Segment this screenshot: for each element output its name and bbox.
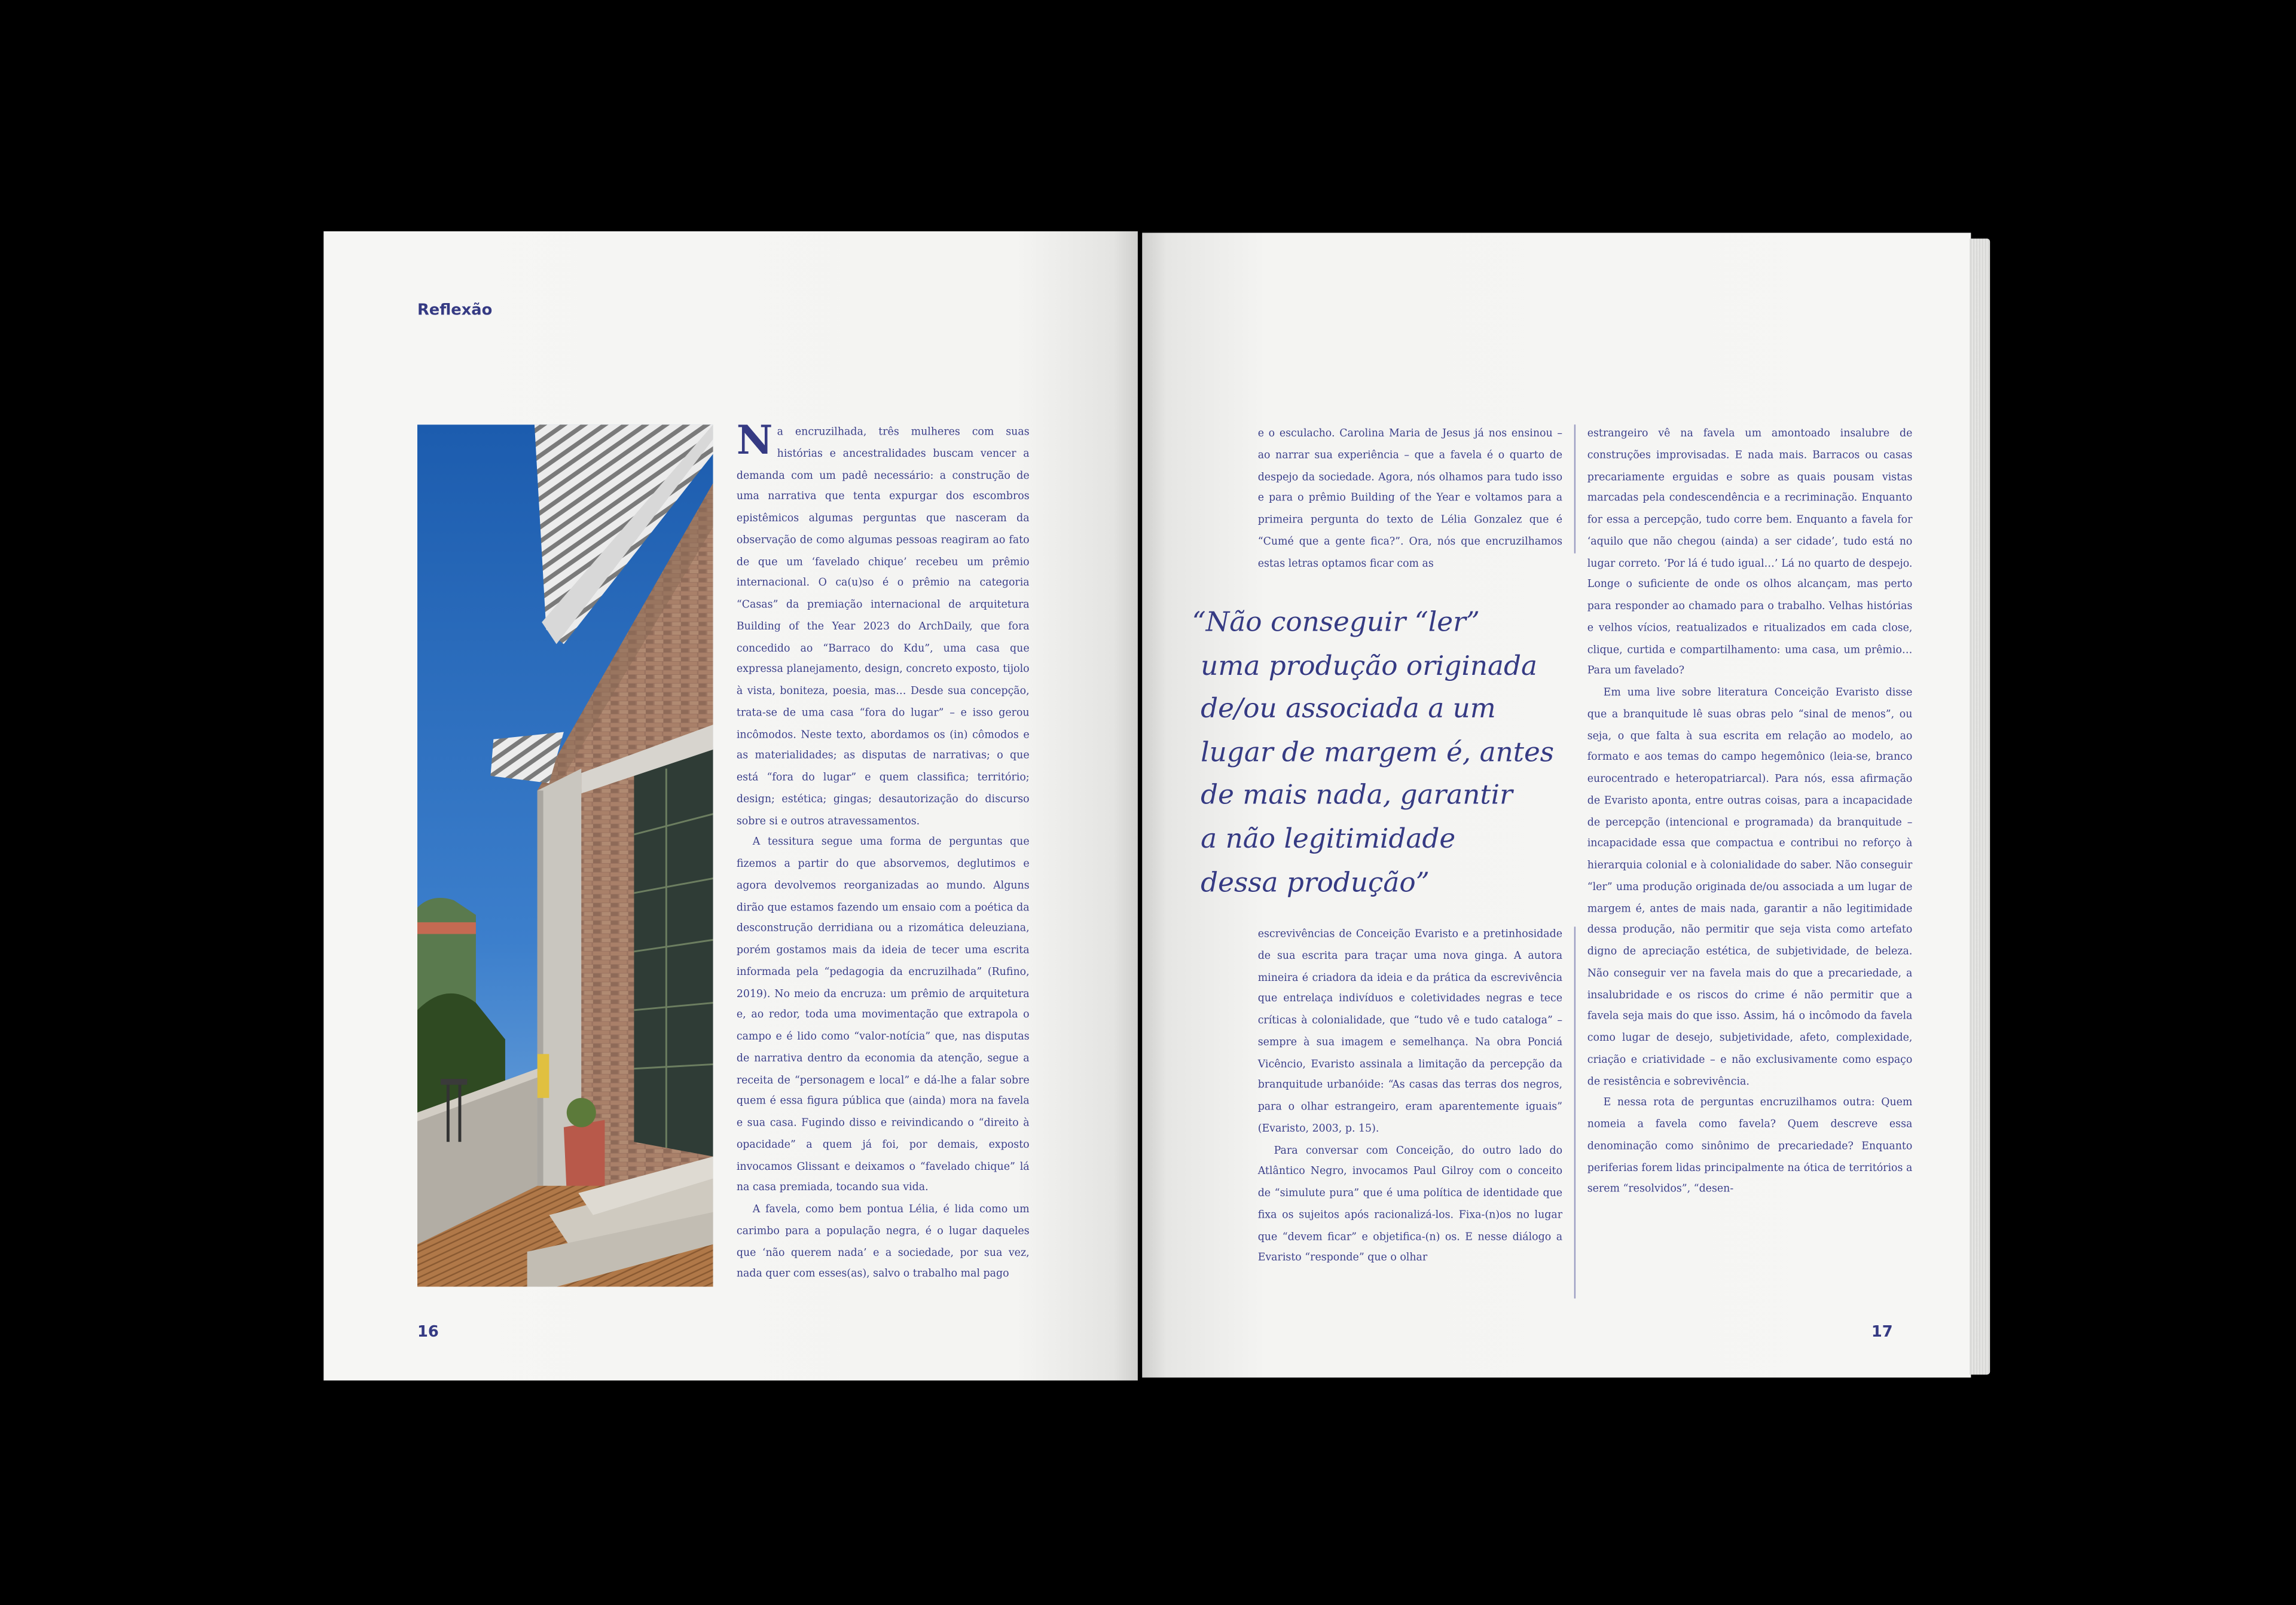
paragraph: estrangeiro vê na favela um amontoado insalubre de construções improvisadas. E nada mais. Barracos ou casas precariamente erguidas e sobre as quais pousam vistas marcadas pela condescendência e a recriminação. Enquanto for essa a percepção, tudo corre bem. Enquanto a favela for ‘aquilo que não chegou (ainda) a ser cidade’, tudo está no lugar correto. ‘Por lá é tudo igual…’ Lá no quarto de despejo. Longe o suficiente de onde os olhos alcançam, mas perto para responder ao chamado para o trabalho. Velhas histórias e velhos vícios, reatualizados e ritualizados em cada close, clique, curtida e compartilhamento: uma casa, um prêmio… Para um favelado? [1587,426,1913,677]
paragraph: A tessitura segue uma forma de perguntas que fizemos a partir do que absorvemos, deglutimos e agora devolvemos reorganizadas ao mundo. Alguns dirão que estamos fazendo um ensaio com a poética da desconstrução derridiana ou a rizomática deleuziana, porém gostamos mais da ideia de tecer uma escrita informada pela “pedagogia da encruzilhada” (Rufino, 2019). No meio da encruza: um prêmio de arquitetura e, ao redor, toda uma movimentação que extrapola o campo e é lido como “valor-notícia” que, nas disputas de narrativa dentro da economia da atenção, segue a receita de “personagem e local” e dá-lhe a falar sobre quem é essa figura pública que (ainda) mora na favela e sua casa. Fugindo disso e reivindicando o “direito à opacidade” a quem já foi, por demais, exposto invocamos Glissant e deixamos o “favelado chique” lá na casa premiada, tocando sua vida. [736,834,1030,1194]
column-divider [1574,927,1576,1298]
paragraph: Para conversar com Conceição, do outro lado do Atlântico Negro, invocamos Paul Gilroy com o conceito de “simulute pura” que é uma política de identidade que fixa os sujeitos após racionalizá-los. Fixa-(n)os no lugar que “devem ficar” e objetifica-(n) os. E nesse diálogo a Evaristo “responde” que o olhar [1257,1142,1563,1264]
pull-quote-line: lugar de margem é, antes [1201,737,1555,769]
pull-quote-line: “Não conseguir “ler” [1192,607,1480,638]
page-number-right: 17 [1871,1323,1893,1341]
pull-quote-line: de mais nada, garantir [1201,781,1513,812]
paragraph: escrevivências de Conceição Evaristo e a pretinhosidade de sua escrita para traçar uma nova ginga. A autora mineira é criadora da ideia e da prática da escrevivência que entrelaça indivíduos e coletividades negras e tece críticas à colonialidade, que “tudo vê e tudo cataloga” – sempre à sua imagem e semelhança. Na obra Ponciá Vicêncio, Evaristo assinala a limitação da percepção da branquitude urbanóide: “As casas das terras dos negros, para o olhar estrangeiro, eram aparentemente iguais” (Evaristo, 2003, p. 15). [1257,927,1563,1135]
page-edges [1970,239,1990,1374]
drop-cap: N [736,418,773,464]
paragraph: e o esculacho. Carolina Maria de Jesus já nos ensinou – ao narrar sua experiência – que a favela é o quarto de despejo da sociedade. Agora, nós olhamos para tudo isso e para o prêmio Building of the Year e voltamos para a primeira pergunta do texto de Lélia Gonzalez que é “Cumé que a gente fica?”. Ora, nós que encruzilhamos estas letras optamos ficar com as [1257,426,1563,569]
column-divider [1574,424,1576,554]
right-text-column [1587,423,1913,1200]
section-title: Reflexão [417,301,493,319]
paragraph: E nessa rota de perguntas encruzilhamos outra: Quem nomeia a favela como favela? Quem descreve essa denominação como sinônimo de precariedade? Enquanto periferias forem lidas principalmente na ótica de territórios a serem “resolvidos”, “desen- [1587,1095,1913,1195]
left-page [323,231,1138,1380]
left-text-column [736,418,1030,1285]
pull-quote [1192,602,1555,905]
pull-quote-line: uma produção originada [1201,650,1538,682]
middle-text-column-bottom [1258,924,1562,1269]
pull-quote-line: a não legitimidade [1201,824,1456,855]
page-number-left: 16 [417,1323,439,1341]
pull-quote-line: de/ou associada a um [1201,694,1496,725]
middle-text-column-top [1258,423,1562,574]
building-balcony-photo [417,424,713,1286]
right-page [1142,233,1971,1377]
paragraph: A favela, como bem pontua Lélia, é lida como um carimbo para a população negra, é o lugar daqueles que ‘não querem nada’ e a sociedade, por sua vez, nada quer com esses(as), salvo o trabalho mal pago [736,1202,1030,1280]
opening-paragraph: N a encruzilhada, três mulheres com suas histórias e ancestralidades buscam vencer a demanda com um padê necessário: a construção de uma narrativa que tenta expurgar dos escombros epistêmicos algumas perguntas que nasceram da observação de como algumas pessoas reagiram ao fato de que um ‘favelado chique’ recebeu um prêmio internacional. O ca(u)so é o prêmio na categoria “Casas” da premiação internacional de arquitetura Building of the Year 2023 do ArchDaily, que fora concedido ao “Barraco do Kdu”, uma casa que expressa planejamento, design, concreto exposto, tijolo à vista, boniteza, poesia, mas… Desde sua concepção, trata-se de uma casa “fora do lugar” – e isso gerou incômodos. Neste texto, abordamos os (in) cômodos e as materialidades; as disputas de narrativas; o que está “fora do lugar” e quem classifica; território; design; estética; gingas; desautorização do discurso sobre si e outros atravessamentos. [736,418,1030,827]
pull-quote-line: dessa produção” [1201,867,1430,898]
paragraph: Em uma live sobre literatura Conceição Evaristo disse que a branquitude lê suas obras pelo “sinal de menos”, ou seja, o que falta à sua escrita em relação ao modelo, ao formato e aos temas do campo hegemônico (leia-se, branco eurocentrado e heteropatriarcal). Para nós, essa afirmação de Evaristo aponta, entre outras coisas, para a incapacidade de percepção (intencional e programada) da branquitude – incapacidade essa que compactua e contribui no reforço à hierarquia colonial e à colonialidade do saber. Não conseguir “ler” uma produção originada de/ou associada a um lugar de margem é, antes de mais nada, garantir a não legitimidade dessa produção, não permitir que seja vista como artefato digno de apreciação estética, de subjetividade, de beleza. Não conseguir ver na favela mais do que a precariedade, a insalubridade e os riscos do crime é não permitir que a favela seja mais do que isso. Assim, há o incômodo da favela como lugar de desejo, subjetividade, afeto, complexidade, criação e criatividade – e não exclusivamente como espaço de resistência e sobrevivência. [1587,685,1913,1087]
